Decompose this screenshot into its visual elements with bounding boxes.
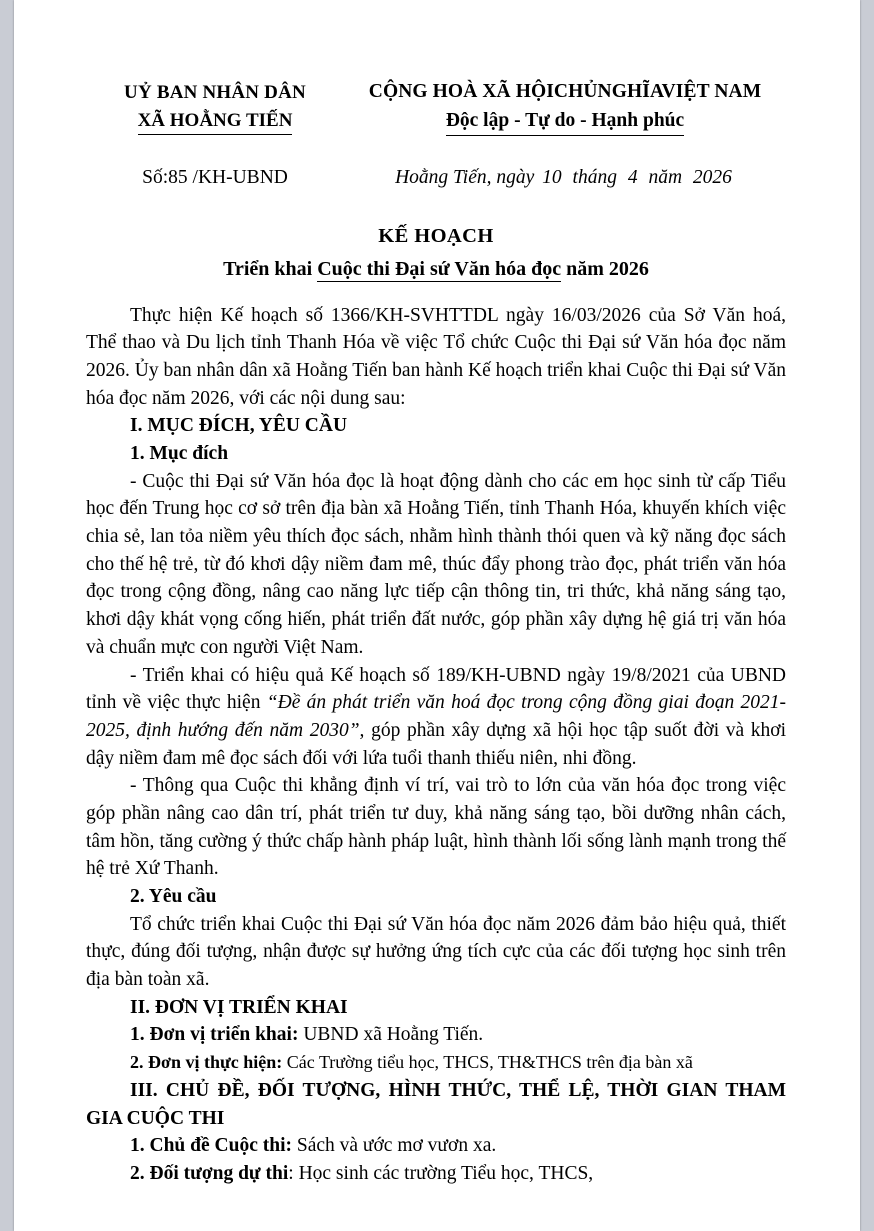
subtitle-underlined: Cuộc thi Đại sứ Văn hóa đọc (317, 258, 562, 281)
item-contest-theme-label: 1. Chủ đề Cuộc thi: (130, 1135, 292, 1157)
document-title: KẾ HOẠCH (378, 225, 494, 248)
item-implementing-unit (86, 1021, 786, 1049)
subsection-heading-2: 2. Yêu cầu (130, 886, 217, 907)
document-number: Số:85 /KH-UBND (142, 167, 288, 189)
item-executing-unit (86, 1049, 786, 1077)
date-year: 2026 (692, 167, 732, 189)
intro-paragraph: Thực hiện Kế hoạch số 1366/KH-SVHTTDL ngày 16/03/2026 của Sở Văn hoá, Thể thao và Du lịch tỉnh Thanh Hóa về việc Tổ chức Cuộc thi Đại sứ Văn hóa đọc năm 2026. Ủy ban nhân dân xã Hoằng Tiến ban hành Kế hoạch triển khai Cuộc thi Đại sứ Văn hóa đọc năm 2026, với các nội dung sau: (86, 304, 786, 409)
subsection-heading-1: 1. Mục đích (130, 443, 229, 464)
issuing-authority-block (86, 78, 344, 135)
date-month: 4 (627, 167, 638, 189)
document-content (86, 78, 786, 1188)
date-month-label: tháng (572, 167, 617, 189)
section-heading-iii: III. CHỦ ĐỀ, ĐỐI TƯỢNG, HÌNH THỨC, THỂ LỆ, THỜI GIAN THAM GIA CUỘC THI (86, 1079, 786, 1129)
item-executing-unit-label: 2. Đơn vị thực hiện: (130, 1052, 283, 1073)
document-page (14, 0, 860, 1231)
subtitle-suffix: năm 2026 (561, 258, 649, 281)
item-participants (86, 1160, 786, 1188)
date-year-label: năm (648, 167, 683, 189)
paragraph-purpose-2-b: góp phần xây dựng xã hội học tập suốt đời và khơi dậy niềm đam mê đọc sách đối với lứa tuổi thanh thiếu niên, nhi đồng. (86, 719, 786, 769)
item-implementing-unit-label: 1. Đơn vị triển khai: (130, 1024, 299, 1046)
place-date-prefix: Hoằng Tiến, ngày (395, 167, 535, 189)
item-participants-value: : Học sinh các trường Tiểu học, THCS, (288, 1162, 594, 1184)
issuing-authority-line2: XÃ HOẰNG TIẾN (138, 109, 293, 135)
item-contest-theme (86, 1132, 786, 1160)
paragraph-requirement: Tổ chức triển khai Cuộc thi Đại sứ Văn hóa đọc năm 2026 đảm bảo hiệu quả, thiết thực, đúng đối tượng, nhận được sự hưởng ứng tích cực của các đối tượng học sinh trên địa bàn toàn xã. (86, 913, 786, 991)
paragraph-purpose-2-quote: “Đề án phát triển văn hoá đọc trong cộng đồng giai đoạn 2021-2025, định hướng đến năm 2030”, (86, 692, 787, 741)
item-executing-unit-value: Các Trường tiểu học, THCS, TH&THCS trên địa bàn xã (282, 1052, 693, 1073)
section-heading-i: I. MỤC ĐÍCH, YÊU CẦU (130, 415, 348, 437)
paragraph-purpose-2-a: - Triển khai có hiệu quả Kế hoạch số 189/KH-UBND ngày 19/8/2021 của UBND tỉnh về việc thực hiện (86, 664, 786, 714)
paragraph-purpose-2 (86, 662, 786, 773)
subtitle-prefix: Triển khai (223, 258, 318, 281)
item-implementing-unit-value: UBND xã Hoằng Tiến. (298, 1024, 484, 1046)
paragraph-purpose-3: - Thông qua Cuộc thi khẳng định ví trí, vai trò to lớn của văn hóa đọc trong việc góp phần nâng cao dân trí, phát triển tư duy, khả năng sáng tạo, bồi dưỡng nhân cách, tâm hồn, tăng cường ý thức chấp hành pháp luật, hình thành lối sống lành mạnh trong thế hệ trẻ Xứ Thanh. (86, 775, 786, 880)
paragraph-purpose-1: - Cuộc thi Đại sứ Văn hóa đọc là hoạt động dành cho các em học sinh từ cấp Tiểu học đến Trung học cơ sở trên địa bàn xã Hoằng Tiến, tỉnh Thanh Hóa, khuyến khích việc chia sẻ, lan tỏa niềm yêu thích đọc sách, nhằm hình thành thói quen và kỹ năng đọc sách cho thế hệ trẻ, từ đó khơi dậy niềm đam mê, thúc đẩy phong trào đọc, phát triển văn hóa đọc trong cộng đồng, nâng cao năng lực tiếp cận thông tin, tri thức, khả năng sáng tạo, khơi dậy khát vọng cống hiến, phát triển đất nước, góp phần xây dựng hệ giá trị văn hóa và chuẩn mực con người Việt Nam. (86, 470, 786, 658)
issuing-authority-line1: UỶ BAN NHÂN DÂN (124, 82, 306, 103)
number-and-date-row (86, 164, 786, 192)
date-day: 10 (542, 167, 562, 189)
place-and-date (344, 164, 786, 192)
national-motto: Độc lập - Tự do - Hạnh phúc (446, 107, 684, 137)
document-header (86, 78, 786, 136)
item-participants-label: 2. Đối tượng dự thi (130, 1162, 289, 1184)
document-title-block (86, 222, 786, 284)
national-heading-block (344, 78, 786, 136)
national-title: CỘNG HOÀ XÃ HỘICHỦNGHĨAVIỆT NAM (368, 81, 762, 102)
section-heading-ii: II. ĐƠN VỊ TRIỂN KHAI (130, 996, 348, 1018)
item-contest-theme-value: Sách và ước mơ vươn xa. (291, 1135, 497, 1157)
document-subtitle (86, 255, 786, 283)
